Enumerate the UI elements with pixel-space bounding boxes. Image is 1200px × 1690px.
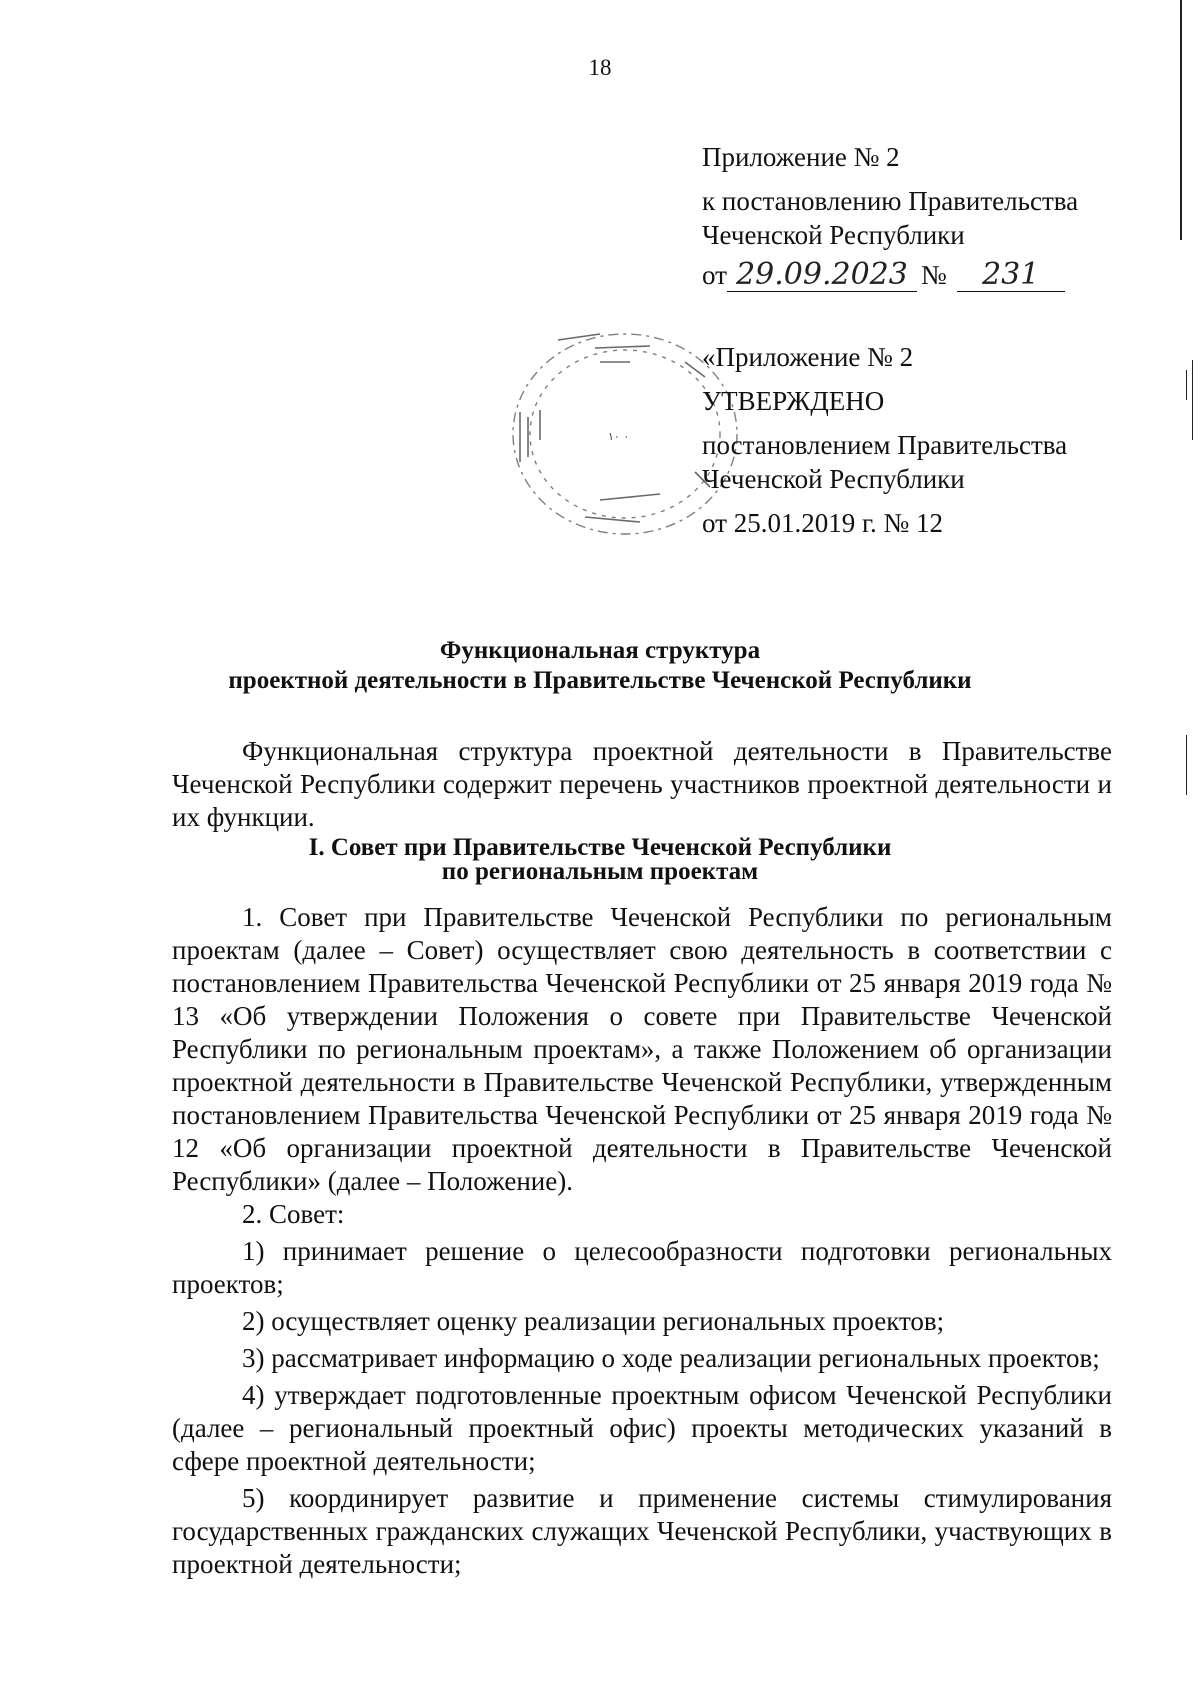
annex-header [702, 140, 1078, 292]
handwritten-number: 231 [957, 259, 1065, 292]
annex-republic: Чеченской Республики [702, 220, 965, 250]
section-heading-line-2: по региональным проектам [441, 858, 759, 885]
approval-status: УТВЕРЖДЕНО [702, 386, 885, 416]
approval-date: от 25.01.2019 г. № 12 [702, 508, 943, 538]
approval-republic: Чеченской Республики [702, 464, 965, 494]
section-heading-line-1: I. Совет при Правительстве Чеченской Республики [308, 834, 892, 861]
intro-paragraph [172, 735, 1112, 834]
approval-annex: «Приложение № 2 [702, 342, 914, 372]
intro-text: Функциональная структура проектной деятельности в Правительстве Чеченской Республики содержит перечень участников проектной деятельности и их функции. [172, 736, 1112, 832]
handwritten-date: 29.09.2023 [727, 259, 917, 292]
page-number: 18 [588, 55, 612, 80]
svg-text:۱۰ ۰: ۱۰ ۰ [608, 430, 630, 443]
approval-decree: постановлением Правительства [702, 430, 1068, 460]
paragraph-2: 2. Совет: [242, 1199, 345, 1229]
section-heading [0, 836, 1200, 884]
scan-edge-mark [1180, 0, 1182, 240]
title-line-2: проектной деятельности в Правительстве Чеченской Республики [228, 667, 972, 694]
scan-edge-mark [1186, 370, 1187, 400]
annex-reference: к постановлению Правительства [702, 186, 1079, 216]
list-item-5: 5) координирует развитие и применение системы стимулирования государственных гражданских служащих Чеченской Республики, участвующих в проектной деятельности; [172, 1483, 1112, 1579]
list-item-4: 4) утверждает подготовленные проектным офисом Чеченской Республики (далее – региональный проектный офис) проекты методических указаний в сфере проектной деятельности; [172, 1380, 1112, 1476]
list-item-2: 2) осуществляет оценку реализации региональных проектов; [242, 1306, 945, 1336]
scan-edge-mark [1192, 360, 1193, 440]
annex-title: Приложение № 2 [702, 142, 900, 172]
annex-date-row [702, 258, 1078, 292]
paragraph-1: 1. Совет при Правительстве Чеченской Республики по региональным проектам (далее – Совет) осуществляет свою деятельность в соответствии с постановлением Правительства Чеченской Республики от 25 января 2019 года № 13 «Об утверждении Положения о совете при Правительстве Чеченской Республики по региональным проектам», а также Положением об организации проектной деятельности в Правительстве Чеченской Республики, утвержденным постановлением Правительства Чеченской Республики от 25 января 2019 года № 12 «Об организации проектной деятельности в Правительстве Чеченской Республики» (далее – Положение). [172, 902, 1112, 1196]
document-title [0, 636, 1200, 696]
annex-number-prefix: № [920, 260, 947, 290]
list-item-1: 1) принимает решение о целесообразности подготовки региональных проектов; [172, 1236, 1112, 1299]
section-body [172, 901, 1112, 1581]
title-line-1: Функциональная структура [439, 637, 761, 664]
annex-date-prefix: от [702, 260, 727, 290]
approval-block [702, 340, 1067, 550]
list-item-3: 3) рассматривает информацию о ходе реализации региональных проектов; [242, 1343, 1100, 1373]
scan-edge-mark [1186, 735, 1187, 795]
